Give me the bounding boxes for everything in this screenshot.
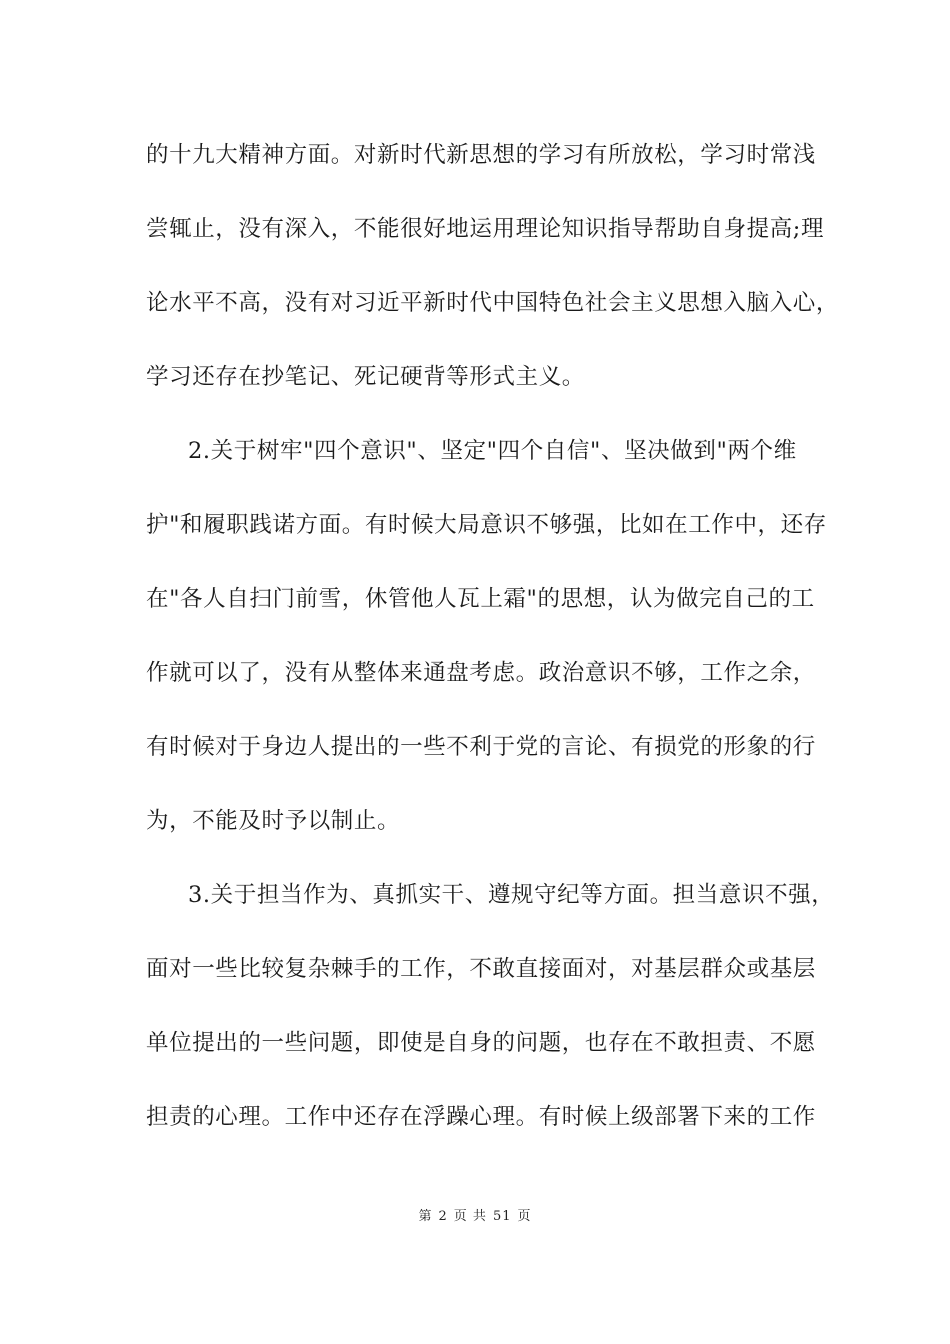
text-line: 的十九大精神方面。对新时代新思想的学习有所放松，学习时常浅: [146, 142, 816, 168]
text-line: 有时候对于身边人提出的一些不利于党的言论、有损党的形象的行: [146, 734, 816, 760]
footer-total-pages: 51: [492, 1209, 512, 1224]
paragraph-start-line: 3.关于担当作为、真抓实干、遵规守纪等方面。担当意识不强，: [188, 882, 835, 908]
footer-middle: 页 共: [453, 1209, 487, 1224]
text-line: 作就可以了，没有从整体来通盘考虑。政治意识不够，工作之余，: [146, 660, 816, 686]
text-line: 在"各人自扫门前雪，休管他人瓦上霜"的思想，认为做完自己的工: [146, 586, 815, 612]
paragraph-start-line: 2.关于树牢"四个意识"、坚定"四个自信"、坚决做到"两个维: [188, 438, 797, 464]
text-line: 为，不能及时予以制止。: [146, 808, 401, 834]
footer-suffix: 页: [517, 1209, 532, 1224]
text-line: 单位提出的一些问题，即使是自身的问题，也存在不敢担责、不愿: [146, 1030, 816, 1056]
text-line: 论水平不高，没有对习近平新时代中国特色社会主义思想入脑入心，: [146, 290, 840, 316]
footer-current-page: 2: [438, 1209, 448, 1224]
text-line: 面对一些比较复杂棘手的工作，不敢直接面对，对基层群众或基层: [146, 956, 816, 982]
text-line: 尝辄止，没有深入，不能很好地运用理论知识指导帮助自身提高;理: [146, 216, 825, 242]
page-footer: [0, 1208, 950, 1226]
text-line: 学习还存在抄笔记、死记硬背等形式主义。: [146, 364, 585, 390]
footer-prefix: 第: [418, 1209, 433, 1224]
text-line: 护"和履职践诺方面。有时候大局意识不够强，比如在工作中，还存: [146, 512, 827, 538]
text-line: 担责的心理。工作中还存在浮躁心理。有时候上级部署下来的工作: [146, 1104, 816, 1130]
